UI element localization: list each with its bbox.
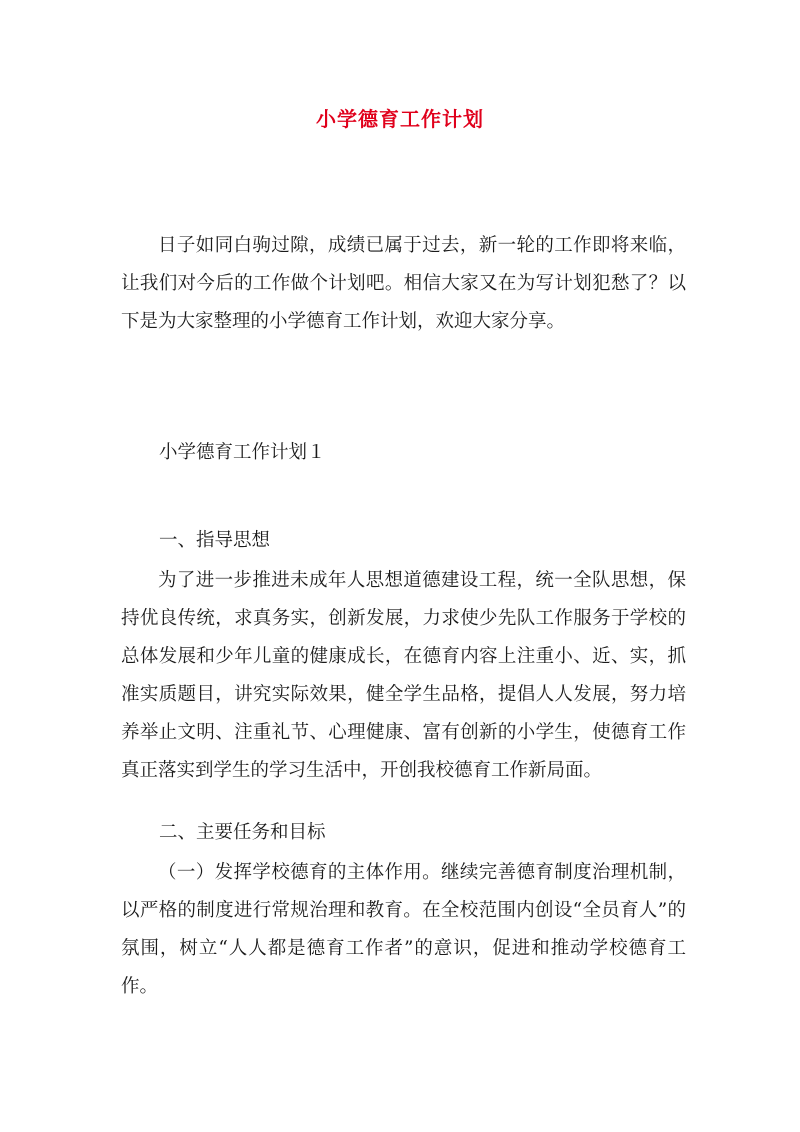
section-heading-tasks-goals: 二、主要任务和目标 bbox=[159, 822, 326, 843]
section-body-tasks-goals: （一）发挥学校德育的主体作用。继续完善德育制度治理机制，以严格的制度进行常规治理和教育。在全校范围内创设“全员育人”的氛围，树立“人人都是德育工作者”的意识，促进和推动学校德育工作。 bbox=[121, 862, 686, 997]
document-title: 小学德育工作计划 bbox=[316, 107, 484, 131]
plan-heading: 小学德育工作计划１ bbox=[159, 442, 326, 463]
section-body-guiding-thought: 为了进一步推进未成年人思想道德建设工程，统一全队思想，保持优良传统，求真务实，创新发展，力求使少先队工作服务于学校的总体发展和少年儿童的健康成长，在德育内容上注重小、近、实，抓准实质题目，讲究实际效果，健全学生品格，提倡人人发展，努力培养举止文明、注重礼节、心理健康、富有创新的小学生，使德育工作真正落实到学生的学习生活中，开创我校德育工作新局面。 bbox=[121, 570, 686, 781]
intro-paragraph: 日子如同白驹过隙，成绩已属于过去，新一轮的工作即将来临，让我们对今后的工作做个计划吧。相信大家又在为写计划犯愁了？以下是为大家整理的小学德育工作计划，欢迎大家分享。 bbox=[121, 235, 686, 332]
section-heading-guiding-thought: 一、指导思想 bbox=[159, 530, 271, 551]
